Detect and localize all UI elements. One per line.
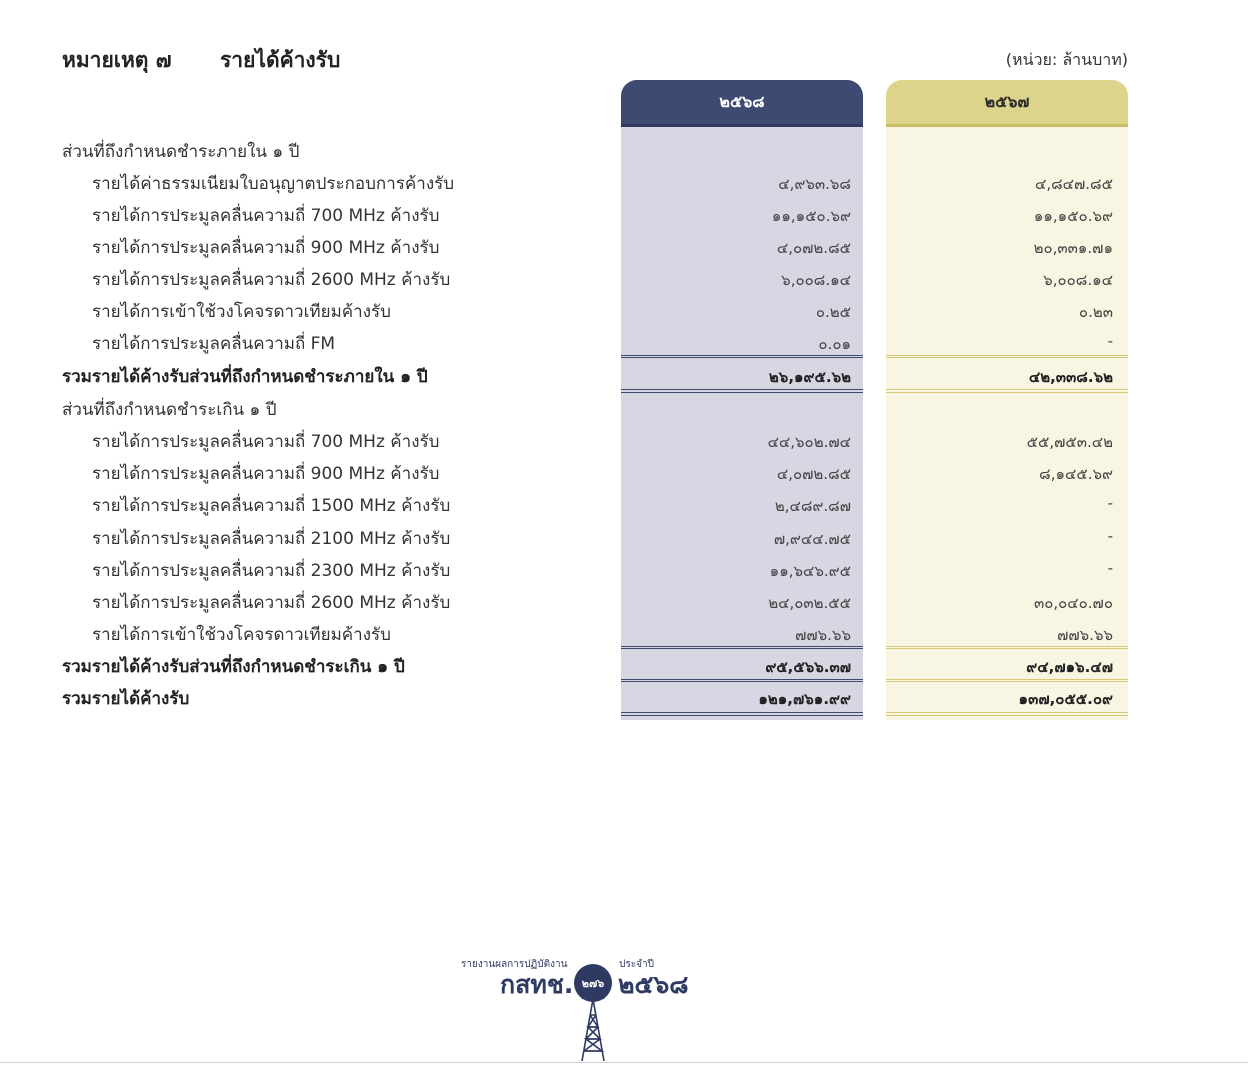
org-name: กสทช. <box>500 970 574 999</box>
row-label: รายได้การประมูลคลื่นความถี่ 2600 MHz ค้างรับ <box>92 593 451 613</box>
row-label: รวมรายได้ค้างรับส่วนที่ถึงกำหนดชำระภายใน ๑ ปี <box>62 367 428 387</box>
page-title: รายได้ค้างรับ <box>220 48 341 72</box>
row-label: รวมรายได้ค้างรับ <box>62 689 190 709</box>
value-2568: ๙๕,๕๖๖.๓๗ <box>765 658 851 676</box>
value-2567: ๗๗๖.๖๖ <box>1057 626 1113 644</box>
value-2567: ๐.๒๓ <box>1078 303 1113 321</box>
value-2568: ๔,๐๗๒.๘๕ <box>776 239 851 257</box>
row-label: รายได้การประมูลคลื่นความถี่ 700 MHz ค้างรับ <box>92 432 440 452</box>
value-2568: ๒๖,๑๙๕.๖๒ <box>768 368 851 386</box>
row-label: รวมรายได้ค้างรับส่วนที่ถึงกำหนดชำระเกิน ๑ ปี <box>62 657 405 677</box>
year-label: ประจำปี <box>619 959 654 970</box>
subtotal-row-over-1-year <box>0 647 1248 679</box>
value-2567: ๓๐,๐๔๐.๗๐ <box>1033 594 1113 612</box>
value-2568: ๔,๙๖๓.๖๘ <box>778 175 851 193</box>
value-2568: ๔,๐๗๒.๘๕ <box>776 465 851 483</box>
total-rule <box>621 712 863 716</box>
emblem-badge: ๒๗๖ <box>574 964 612 1002</box>
value-2568: ๑๒๑,๗๖๑.๙๙ <box>758 690 851 708</box>
value-2567: ๘,๑๔๕.๖๙ <box>1039 465 1113 483</box>
value-2567: - <box>1107 332 1113 350</box>
table-row <box>0 615 1248 647</box>
row-label: รายได้การประมูลคลื่นความถี่ 900 MHz ค้างรับ <box>92 238 440 258</box>
row-label: รายได้การประมูลคลื่นความถี่ 1500 MHz ค้างรับ <box>92 496 451 516</box>
value-2568: ๐.๐๑ <box>818 335 851 353</box>
report-label: รายงานผลการปฏิบัติงาน <box>461 959 568 970</box>
subtotal-row-within-1-year <box>0 357 1248 389</box>
table-row <box>0 164 1248 196</box>
value-2568: ๑๑,๑๕๐.๖๙ <box>771 207 851 225</box>
value-2567: ๕๕,๗๕๓.๔๒ <box>1026 433 1113 451</box>
table-row <box>0 551 1248 583</box>
row-label: รายได้การประมูลคลื่นความถี่ 2100 MHz ค้างรับ <box>92 529 451 549</box>
value-2567: ๖,๐๐๘.๑๔ <box>1043 271 1113 289</box>
row-label: รายได้การประมูลคลื่นความถี่ 2300 MHz ค้างรับ <box>92 561 451 581</box>
value-2568: ๔๔,๖๐๒.๗๔ <box>767 433 851 451</box>
total-rule <box>886 712 1128 716</box>
row-label: รายได้การเข้าใช้วงโคจรดาวเทียมค้างรับ <box>92 625 391 645</box>
value-2568: ๖,๐๐๘.๑๔ <box>781 271 851 289</box>
value-2568: ๒๔,๐๓๒.๕๕ <box>768 594 851 612</box>
row-label: รายได้ค่าธรรมเนียมใบอนุญาตประกอบการค้างรับ <box>92 174 455 194</box>
table-row <box>0 324 1248 356</box>
row-label: รายได้การประมูลคลื่นความถี่ FM <box>92 334 336 354</box>
value-2568: ๗,๙๔๔.๗๕ <box>773 530 851 548</box>
row-label: รายได้การเข้าใช้วงโคจรดาวเทียมค้างรับ <box>92 302 391 322</box>
section-heading-over-1-year <box>0 390 1248 422</box>
table-row <box>0 422 1248 454</box>
value-2568: ๐.๒๕ <box>815 303 851 321</box>
table-row <box>0 519 1248 551</box>
note-label: หมายเหตุ ๗ <box>62 48 172 72</box>
table-row <box>0 260 1248 292</box>
table-row <box>0 228 1248 260</box>
page-bottom-line <box>0 1062 1248 1063</box>
unit-label: (หน่วย: ล้านบาท) <box>1005 50 1128 69</box>
table-row <box>0 196 1248 228</box>
heading <box>62 44 341 77</box>
report-year: ๒๕๖๘ <box>618 970 689 999</box>
column-header-2567: ๒๕๖๗ <box>886 80 1128 127</box>
footer-logo <box>460 955 700 1065</box>
tower-icon <box>578 995 608 1061</box>
grand-total-row <box>0 679 1248 711</box>
row-label: รายได้การประมูลคลื่นความถี่ 700 MHz ค้างรับ <box>92 206 440 226</box>
value-2568: ๑๑,๖๔๖.๙๕ <box>769 562 851 580</box>
value-2567: ๔,๘๔๗.๘๕ <box>1034 175 1113 193</box>
value-2567: - <box>1107 494 1113 512</box>
row-label: ส่วนที่ถึงกำหนดชำระภายใน ๑ ปี <box>62 142 300 162</box>
value-2567: ๑๑,๑๕๐.๖๙ <box>1033 207 1113 225</box>
value-2567: ๒๐,๓๓๑.๗๑ <box>1033 239 1113 257</box>
value-2568: ๗๗๖.๖๖ <box>795 626 851 644</box>
row-label: รายได้การประมูลคลื่นความถี่ 2600 MHz ค้างรับ <box>92 270 451 290</box>
column-header-2568: ๒๕๖๘ <box>621 80 863 127</box>
table-row <box>0 292 1248 324</box>
table-row <box>0 454 1248 486</box>
value-2567: - <box>1107 559 1113 577</box>
value-2567: ๑๓๗,๐๕๕.๐๙ <box>1018 690 1113 708</box>
value-2568: ๒,๔๘๙.๘๗ <box>774 497 851 515</box>
table-row <box>0 583 1248 615</box>
row-label: รายได้การประมูลคลื่นความถี่ 900 MHz ค้างรับ <box>92 464 440 484</box>
table-row <box>0 486 1248 518</box>
section-heading-within-1-year <box>0 132 1248 164</box>
row-label: ส่วนที่ถึงกำหนดชำระเกิน ๑ ปี <box>62 400 277 420</box>
value-2567: ๔๒,๓๓๘.๖๒ <box>1028 368 1113 386</box>
value-2567: - <box>1107 527 1113 545</box>
value-2567: ๙๔,๗๑๖.๔๗ <box>1026 658 1113 676</box>
